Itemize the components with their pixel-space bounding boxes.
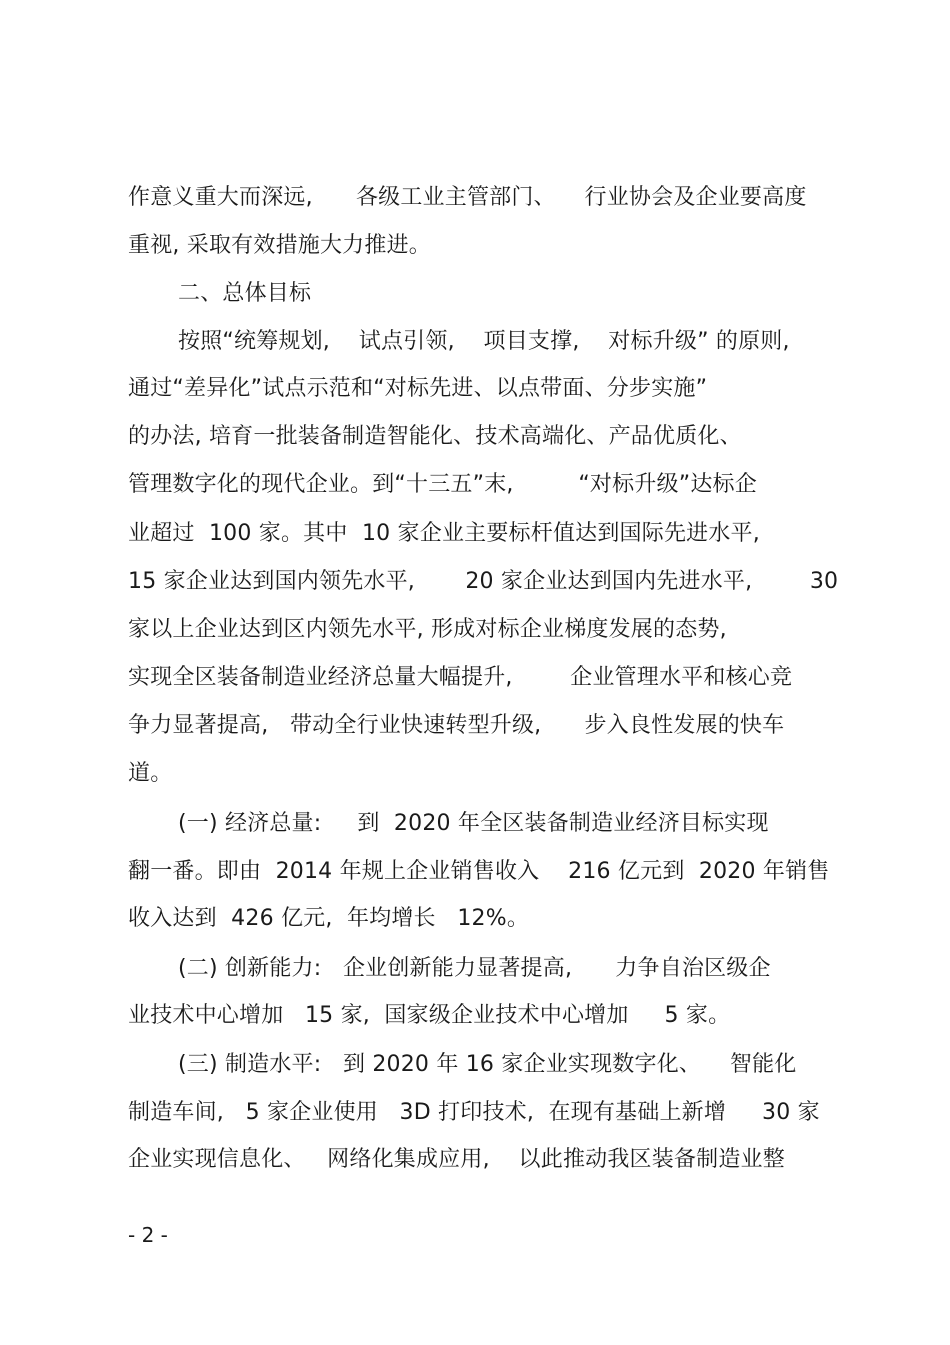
section-heading: 二、总体目标 bbox=[178, 281, 312, 306]
body-text-line: 按照“统筹规划, 试点引领, 项目支撑, 对标升级” 的原则, bbox=[178, 329, 790, 354]
body-text-line: 争力显著提高, 带动全行业快速转型升级, 步入良性发展的快车 bbox=[128, 713, 785, 738]
body-text-line: 实现全区装备制造业经济总量大幅提升, 企业管理水平和核心竞 bbox=[128, 665, 793, 690]
body-text-line: 道。 bbox=[128, 761, 173, 786]
body-text-line: 的办法, 培育一批装备制造智能化、技术高端化、产品优质化、 bbox=[128, 424, 742, 449]
body-text-line: 翻一番。即由 2014 年规上企业销售收入 216 亿元到 2020 年销售 bbox=[128, 859, 830, 884]
body-text-line: 制造车间, 5 家企业使用 3D 打印技术, 在现有基础上新增 30 家 bbox=[128, 1100, 820, 1125]
body-text-line: (二) 创新能力: 企业创新能力显著提高, 力争自治区级企 bbox=[178, 956, 771, 981]
body-text-line: 收入达到 426 亿元, 年均增长 12%。 bbox=[128, 906, 530, 931]
body-text-line: 家以上企业达到区内领先水平, 形成对标企业梯度发展的态势, bbox=[128, 617, 727, 642]
body-text-line: (一) 经济总量: 到 2020 年全区装备制造业经济目标实现 bbox=[178, 811, 769, 836]
body-text-line: 15 家企业达到国内领先水平, 20 家企业达到国内先进水平, 30 bbox=[128, 569, 839, 594]
body-text-line: 重视, 采取有效措施大力推进。 bbox=[128, 233, 431, 258]
body-text-line: 企业实现信息化、 网络化集成应用, 以此推动我区装备制造业整 bbox=[128, 1147, 785, 1172]
page-number: - 2 - bbox=[128, 1223, 168, 1247]
body-text-line: 管理数字化的现代企业。到“十三五”末, “对标升级”达标企 bbox=[128, 472, 757, 497]
body-text-line: 业技术中心增加 15 家, 国家级企业技术中心增加 5 家。 bbox=[128, 1003, 731, 1028]
body-text-line: (三) 制造水平: 到 2020 年 16 家企业实现数字化、 智能化 bbox=[178, 1052, 797, 1077]
body-text-line: 作意义重大而深远, 各级工业主管部门、 行业协会及企业要高度 bbox=[128, 185, 807, 210]
body-text-line: 业超过 100 家。其中 10 家企业主要标杆值达到国际先进水平, bbox=[128, 521, 760, 546]
body-text-line: 通过“差异化”试点示范和“对标先进、以点带面、分步实施” bbox=[128, 376, 708, 401]
